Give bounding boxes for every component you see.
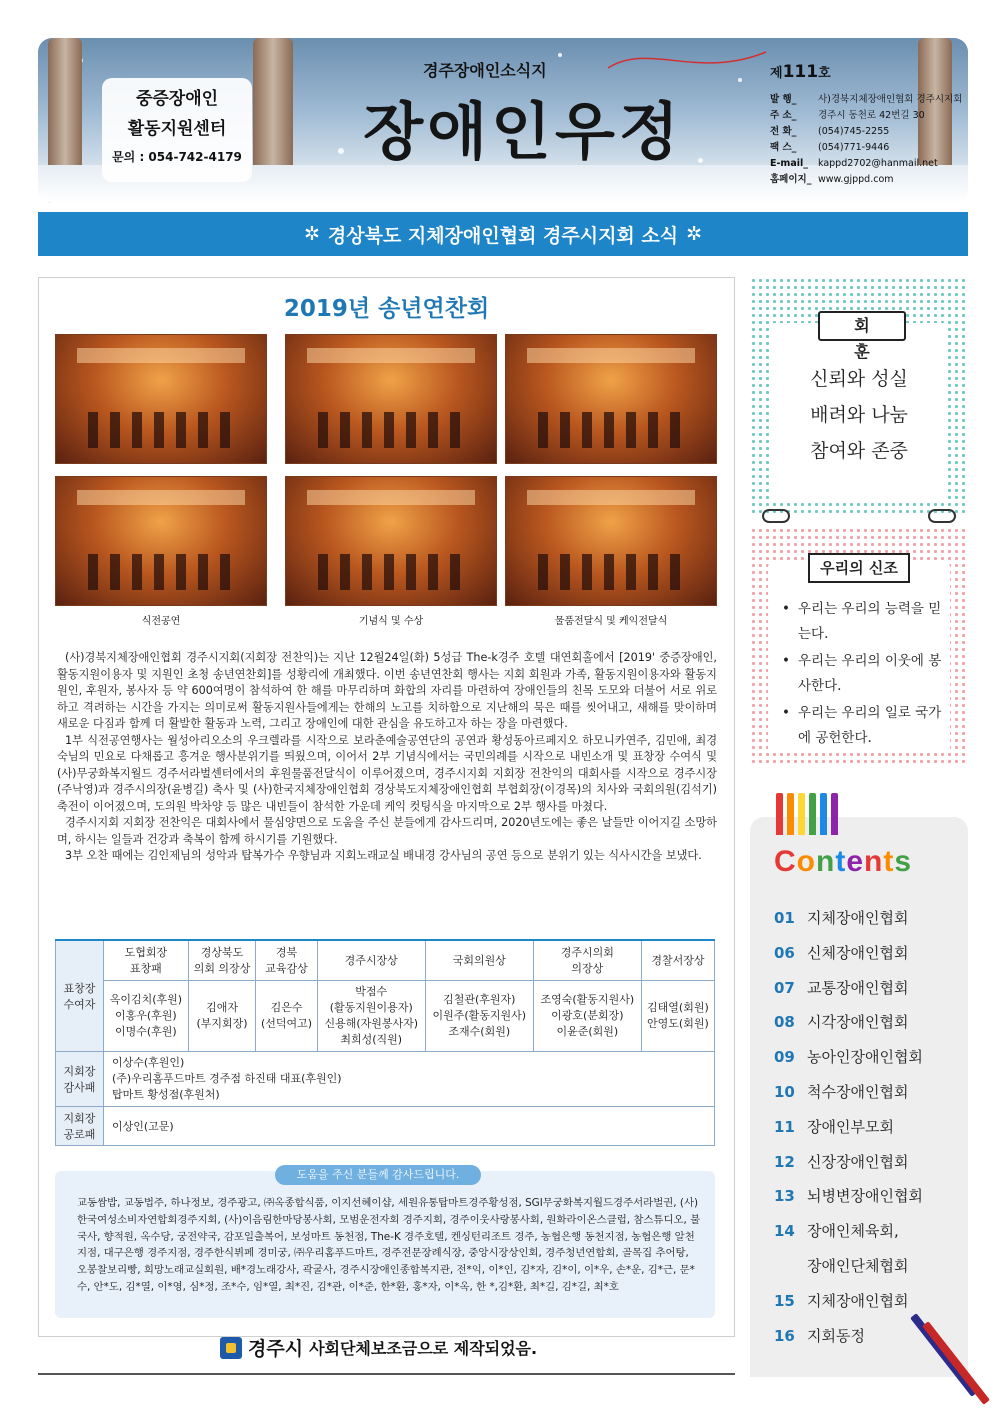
- snowflake: [558, 53, 562, 57]
- contents-title-letter: C: [774, 845, 797, 878]
- recipient: 이원주(활동지원사): [432, 1008, 527, 1022]
- creed-list: [778, 597, 946, 753]
- info-key: 전 화_: [770, 126, 797, 137]
- funding-text: 사회단체보조금으로 제작되었음.: [309, 1339, 538, 1358]
- creed-item: • 우리는 우리의 일로 국가에 공헌한다.: [778, 701, 946, 751]
- newsletter-title: 장애인우정: [363, 95, 683, 168]
- info-value: (054)745-2255: [818, 126, 890, 137]
- star-icon: ✲: [686, 223, 703, 245]
- masthead: [38, 38, 968, 203]
- award-cell: 이상인(고문): [104, 1106, 715, 1145]
- contents-page: 07: [774, 978, 795, 997]
- creed-panel: [750, 527, 968, 767]
- column-header: 경북 교육감상: [256, 940, 317, 980]
- recipient: 김은수: [270, 1000, 303, 1014]
- issue-value: 111: [782, 62, 819, 82]
- award-cell: [188, 980, 256, 1051]
- sponsors-label: 도움을 주신 분들께 감사드립니다.: [275, 1165, 481, 1185]
- contents-item[interactable]: [774, 1110, 964, 1145]
- center-name-line2: 활동지원센터: [127, 119, 227, 139]
- info-value: www.gjppd.com: [818, 174, 894, 185]
- contents-title: [774, 845, 912, 879]
- recipient: 이홍우(후원): [115, 1008, 177, 1022]
- paragraph: 3부 오찬 때에는 김인제님의 성악과 탑복가수 우향님과 지회노래교실 배내경 강사님의 공연 등으로 분위기 있는 식사시간을 보냈다.: [65, 849, 702, 862]
- creed-title: 우리의 신조: [808, 553, 910, 583]
- recipient: (부지회장): [196, 1016, 248, 1030]
- motto-lines: [770, 361, 948, 469]
- recipient: 탑마트 황성점(후원처): [112, 1087, 220, 1101]
- contents-label: 지회동정: [807, 1326, 865, 1345]
- contents-page: 11: [774, 1117, 795, 1136]
- recipient: (주)우리홈푸드마트 경주점 하진태 대표(후원인): [112, 1071, 342, 1085]
- motto-line: 배려와 나눔: [810, 404, 908, 426]
- contents-label: 농아인장애인협회: [807, 1048, 923, 1067]
- contents-label: 시각장애인협회: [807, 1013, 909, 1032]
- info-value: (054)771-9446: [818, 142, 890, 153]
- contents-item[interactable]: [774, 1179, 964, 1214]
- recipient: 이명수(후원): [115, 1024, 177, 1038]
- info-key: E-mail_: [770, 158, 809, 169]
- recipient: (선덕여고): [260, 1016, 313, 1030]
- article-title: 2019년 송년연찬회: [283, 296, 490, 322]
- info-row: [770, 172, 962, 188]
- recipient: 김태열(회원): [647, 1000, 709, 1014]
- recipient: 신용해(자원봉사자): [324, 1016, 419, 1030]
- pencil-icon: [787, 793, 794, 835]
- recipient: 이윤준(회원): [556, 1024, 619, 1038]
- contents-label: 장애인부모회: [807, 1117, 894, 1136]
- motto-title: 회훈: [818, 311, 906, 341]
- recipient: 조영숙(활동지원사): [540, 992, 635, 1006]
- column-header: 경주시장상: [317, 940, 425, 980]
- recipient: 안영도(회원): [647, 1016, 709, 1030]
- contents-title-letter: n: [816, 845, 836, 878]
- banner-text: 경상북도 지체장애인협회 경주시지회 소식: [327, 224, 679, 247]
- contents-page: [774, 1249, 807, 1284]
- pencil-icon: [809, 793, 816, 835]
- contents-item[interactable]: [774, 1040, 964, 1075]
- photo-stage-group: [55, 476, 267, 606]
- contents-title-letter: o: [796, 845, 816, 878]
- pencil-icon: [820, 793, 827, 835]
- awards-thanks-plaque-row: [56, 1051, 715, 1106]
- pencil-icon: [798, 793, 805, 835]
- pencil-tops-decoration: [776, 793, 838, 835]
- issue-prefix: 제: [770, 66, 783, 81]
- contents-page: 15: [774, 1291, 795, 1310]
- awards-table: [55, 939, 715, 1146]
- contents-list: [774, 901, 964, 1353]
- contents-page: 10: [774, 1082, 795, 1101]
- city-name: 경주시: [248, 1338, 304, 1360]
- contents-page: 12: [774, 1152, 795, 1171]
- column-header: 경상북도 의회 의장상: [188, 940, 256, 980]
- pencil-icon: [776, 793, 783, 835]
- pencil-icon: [831, 793, 838, 835]
- row-label: 지회장 감사패: [56, 1051, 104, 1106]
- contents-item[interactable]: [774, 901, 964, 936]
- recipient: 이상수(후원인): [112, 1055, 185, 1069]
- info-key: 팩 스_: [770, 142, 797, 153]
- column-header: 국회의원상: [425, 940, 533, 980]
- info-row: [770, 124, 962, 140]
- info-key: 홈페이지_: [770, 174, 812, 185]
- paragraph: 1부 식전공연행사는 월성아리오소의 우크렐라를 시작으로 보라춘예술공연단의 공연과 황성동아르페지오 하모니카연주, 김민애, 최경숙님의 민요로 다채롭고 흥겨운 행사분위기를 띄웠으며, 이어서 2부 기념식에서는 국민의례를 시작으로 내빈소개 및 표창장 수여식 및 (사)무궁화복지월드 경주서라벌센터에서의 후원물품전달식이 이루어졌으며, 경주시지회 지회장 전찬익의 대회사를 시작으로 경주시장(주낙영)과 경주시의장(윤병길) 축사 및 (사)한국지체장애인협회 경상북도지체장애인협회 부협회장(이경목)의 치사와 국회의원(김석기)축전이 이어졌으며, 도의원 박차양 등 많은 내빈들이 참석한 가운데 케익 컷팅식을 마지막으로 2부 행사를 마쳤다.: [57, 733, 717, 813]
- award-cell: [104, 980, 189, 1051]
- recipient: 최희성(직원): [340, 1032, 403, 1046]
- contents-page: 16: [774, 1326, 795, 1345]
- contents-page: 13: [774, 1187, 795, 1206]
- motto-line: 참여와 존중: [810, 440, 908, 462]
- award-cell: [317, 980, 425, 1051]
- contents-title-letter: t: [835, 845, 847, 878]
- recipient: 박점수: [355, 984, 388, 998]
- recipient: 이광호(분회장): [551, 1008, 624, 1022]
- award-cell: [256, 980, 317, 1051]
- publisher-info: [770, 92, 962, 188]
- binder-clip-icon: [928, 509, 956, 523]
- footer-divider: [38, 1373, 735, 1375]
- recipient: 김철관(후원자): [443, 992, 516, 1006]
- contents-item[interactable]: [774, 1145, 964, 1180]
- support-center-box: [102, 78, 252, 182]
- contents-item[interactable]: [774, 1005, 964, 1040]
- contents-title-letter: s: [894, 845, 913, 878]
- awards-recipients-row: [56, 980, 715, 1051]
- info-key: 주 소_: [770, 110, 797, 121]
- contents-item[interactable]: [774, 971, 964, 1006]
- award-cell: [104, 1051, 715, 1106]
- issue-number: [770, 62, 831, 82]
- info-key: 발 행_: [770, 94, 797, 105]
- contents-title-letter: e: [846, 845, 865, 878]
- contents-label: 척수장애인협회: [807, 1082, 909, 1101]
- awards-header-row: [56, 940, 715, 980]
- contents-item[interactable]: [774, 1075, 964, 1110]
- contents-title-letter: t: [883, 845, 895, 878]
- info-row: [770, 108, 962, 124]
- paragraph: 경주시지회 지회장 전찬익은 대회사에서 물심양면으로 도움을 주신 분들에게 감사드리며, 2020년도에는 좋은 날들만 이어지길 소망하며, 하시는 일들과 건강과 축복이 함께 하시기를 기원했다.: [57, 816, 717, 846]
- issue-suffix: 호: [818, 66, 831, 81]
- info-value: kappd2702@hanmail.net: [818, 158, 938, 169]
- recipient: (활동지원이용자): [329, 1000, 413, 1014]
- contents-item[interactable]: [774, 1214, 964, 1249]
- award-cell: [533, 980, 641, 1051]
- binder-clip-icon: [762, 509, 790, 523]
- paragraph: (사)경북지체장애인협회 경주시지회(지회장 전찬익)는 지난 12월24일(화) 5성급 The-k경주 호텔 대연회홀에서 [2019' 중증장애인, 활동지원이용자 및 지원인 초청 송년연찬회]를 성황리에 개최했다. 이번 송년연찬회 행사는 지회 회원과 가족, 활동지원이용자와 활동지원인, 후원자, 봉사자 등 약 600여명이 참석하여 한 해를 마무리하며 화합의 자리를 마련하여 장애인들의 친목 도모와 더불어 서로 위로하고 격려하는 시간을 가지는 의미로써 활동지원사들에게는 한해의 노고를 치하함으로 지난해의 묵은 때를 씻어내고, 새해를 맞이하며 새로운 다짐과 함께 더 활발한 활동과 노력, 그리고 장애인에 대한 관심을 유도하고자 하는 장을 마련했다.: [57, 651, 717, 730]
- caption-2: 기념식 및 수상: [358, 616, 424, 627]
- photo-ceremony-speech: [285, 334, 497, 464]
- row-label: 지회장 공로패: [56, 1106, 104, 1145]
- contents-label: 교통장애인협회: [807, 978, 909, 997]
- recipient: 옥이김치(후원): [109, 992, 183, 1006]
- photo-cake-cutting: [505, 476, 717, 606]
- contents-page: 14: [774, 1222, 795, 1241]
- photo-opening-performance: [55, 334, 267, 464]
- funding-note: [220, 1334, 537, 1361]
- contents-label: 지체장애인협회: [807, 909, 909, 927]
- contents-label: 장애인체육회,: [807, 1222, 899, 1241]
- creed-card: [768, 559, 950, 753]
- contents-item[interactable]: [774, 936, 964, 971]
- newsletter-subtitle: 경주장애인소식지: [423, 61, 547, 80]
- award-cell: [641, 980, 714, 1051]
- photo-award-handshake: [505, 334, 717, 464]
- center-name-line1: 중증장애인: [135, 89, 219, 109]
- caption-3: 물품전달식 및 케익전달식: [554, 616, 668, 627]
- contents-page: 06: [774, 943, 795, 962]
- info-row: [770, 92, 962, 108]
- contents-title-letter: n: [864, 845, 884, 878]
- contents-label: 지체장애인협회: [807, 1291, 909, 1310]
- column-header: 도협회장 표창패: [104, 940, 189, 980]
- contents-page: 08: [774, 1013, 795, 1032]
- gyeongju-logo-icon: [220, 1337, 242, 1359]
- award-cell: [425, 980, 533, 1051]
- contents-label: 뇌병변장애인협회: [807, 1187, 923, 1206]
- motto-panel: [750, 277, 968, 517]
- info-row: [770, 156, 962, 172]
- contents-page: 09: [774, 1048, 795, 1067]
- center-contact: 문의 : 054-742-4179: [112, 150, 242, 164]
- contents-panel: [750, 817, 968, 1377]
- motto-line: 신뢰와 성실: [810, 368, 908, 390]
- info-value: 사)경북지체장애인협회 경주시지회: [818, 94, 963, 105]
- row-label: 표창장 수여자: [56, 940, 104, 1051]
- creed-item: • 우리는 우리의 이웃에 봉사한다.: [778, 649, 946, 699]
- creed-item: • 우리는 우리의 능력을 믿는다.: [778, 597, 946, 647]
- caption-1: 식전공연: [141, 616, 181, 627]
- section-banner: [38, 212, 968, 256]
- motto-card: [770, 316, 948, 499]
- recipient: 조재수(회원): [448, 1024, 511, 1038]
- contents-item[interactable]: [774, 1284, 964, 1319]
- info-value: 경주시 동천로 42번길 30: [818, 110, 925, 121]
- awards-merit-plaque-row: [56, 1106, 715, 1145]
- star-icon: ✲: [303, 223, 320, 245]
- photo-award-presentation: [285, 476, 497, 606]
- recipient: 김애자: [206, 1000, 238, 1014]
- contents-label: 신장장애인협회: [807, 1152, 909, 1171]
- red-ribbon-decoration: [608, 46, 768, 76]
- contents-label: 신체장애인협회: [807, 943, 909, 962]
- column-header: 경주시의회 의장상: [533, 940, 641, 980]
- article-body: [57, 650, 717, 865]
- contents-page: 01: [774, 909, 795, 927]
- column-header: 경찰서장상: [641, 940, 714, 980]
- info-row: [770, 140, 962, 156]
- contents-item-continued: [774, 1249, 964, 1284]
- contents-label: 장애인단체협회: [807, 1256, 909, 1275]
- article: [38, 277, 735, 1337]
- sponsors-box: [55, 1168, 715, 1318]
- sponsors-list: 교동쌈밥, 교동법주, 하나정보, 경주광고, ㈜옥종합식품, 이지선혜이샵, 세원유통탑마트경주황성점, SGI무궁화복지월드경주서라벌권, (사)한국여성소비자연합회경주지회, (사)이음림한마당봉사회, 모범운전자회 경주지회, 경주이웃사랑봉사회, 원화라이온스클럽, 참스튜디오, 불국사, 향적원, 옥수당, 궁전약국, 감포일출복어, 보성마트 동천점, The-K 경주호텔, 켄싱턴리조트 경주, 농협은행 동천지점, 농협은행 알천지점, 대구은행 경주지점, 경주한식뷔페 경미궁, ㈜우리홈푸드마트, 경주전문장례식장, 중앙시장상인회, 경주청년연합회, 골목집 추어탕, 오봉찰보리빵, 희망노래교실회원, 배*경노래강사, 곽굴사, 경주시장애인종합복지관, 전*익, 이*인, 김*자, 김*이, 이*우, 손*운, 김*근, 문*수, 안*도, 김*열, 이*영, 심*정, 조*수, 임*열, 최*진, 김*관, 이*준, 한*환, 홍*자, 이*옥, 한 *,김*환, 최*길, 김*길, 최*호: [77, 1197, 701, 1293]
